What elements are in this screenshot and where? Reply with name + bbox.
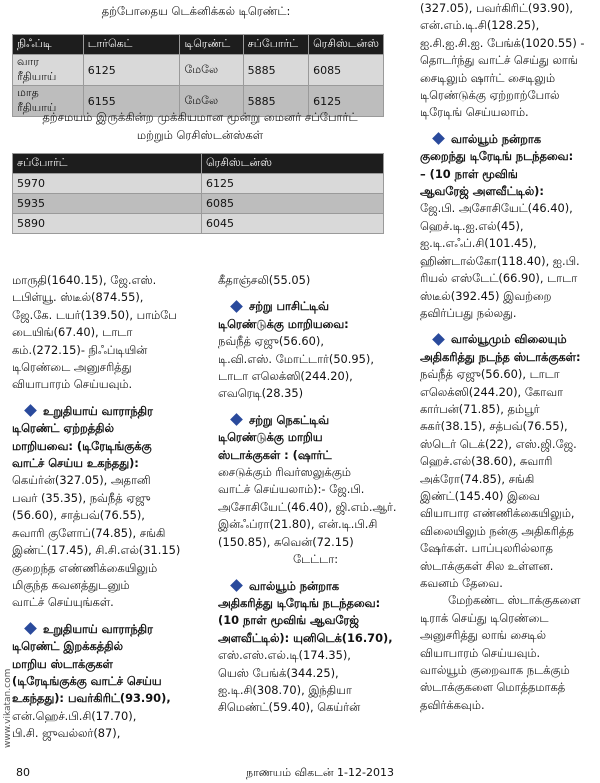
text-line: எலெக்ஸி(244.20), கோவா <box>420 384 563 399</box>
text-line: தொடர்ந்து வாட்ச் செய்து லாங் <box>420 53 578 68</box>
text-line: ஜே.பி. அசோசியேட்(46.40), <box>420 201 573 216</box>
text-line: அசோசியேட்(46.40), ஜி.எம்.ஆர். <box>218 499 397 514</box>
support-table-header: சப்போர்ட் <box>13 154 202 174</box>
table-cell: 6085 <box>202 194 384 214</box>
text-line: வாட்ச் செய்யுங்கள். <box>12 595 114 610</box>
text-line: டிரேடிங் செய்யலாம். <box>420 105 529 120</box>
text-line: டையிங்(67.40), டாடா <box>12 325 133 340</box>
text-line: ஐ.சி.ஐ.சி.ஐ. பேங்க்(1020.55) - <box>420 35 585 50</box>
table-cell: வார ரீதியாய் <box>13 55 84 86</box>
column-1 <box>12 272 207 743</box>
section-title: உறுதியாய் வாராந்திர டிரெண்ட் இறக்கத்தில் மாறிய ஸ்டாக்குகள் (டிரேடிங்குக்கு வாட்ச் செய்ய உகந்தது): பவர்கிரிட்(93.90), <box>12 621 171 706</box>
text-line: அக்ரோ(74.85), சங்கி <box>420 471 535 486</box>
text-line: கார்பன்(71.85), தம்பூர் <box>420 401 540 416</box>
table-cell: 5885 <box>243 55 308 86</box>
page-number: 80 <box>16 766 30 779</box>
text-line: எவரெடி(28.35) <box>218 386 304 401</box>
text-line: வாட்ச் செய்யலாம்):- ஜே.பி. <box>218 482 365 497</box>
text-line: ஹெச்.டி.ஐ.எல்(45), <box>420 218 524 233</box>
text-line: (56.60), சாத்பவ்(76.55), <box>12 508 145 523</box>
section-title: உறுதியாய் வாராந்திர டிரெண்ட் ஏற்றத்தில் மாறியவை: (டிரேடிங்குக்கு வாட்ச் செய்ய உகந்தது): <box>12 403 153 471</box>
text-line: டி.வி.எஸ். மோட்டார்(50.95), <box>218 351 374 366</box>
column-3 <box>420 0 598 714</box>
table-row <box>13 55 384 86</box>
table-cell: மேலே <box>180 86 243 117</box>
text-line: சைடிலும் ஷார்ட் சைடிலும் <box>420 70 556 85</box>
text-line: டிரெண்டுக்கு ஏற்றாற்போல் <box>420 88 560 103</box>
text-line: அனுசரித்து லாங் சைடில் <box>420 628 546 643</box>
column-2 <box>218 272 413 717</box>
trend-heading: தற்போதைய டெக்னிக்கல் டிரெண்ட்: <box>101 4 291 18</box>
text-line: ஷேர்கள். பாப்புலரில்லாத <box>420 541 553 556</box>
diamond-bullet-icon <box>432 132 445 145</box>
table-cell: 6085 <box>309 55 384 86</box>
text-line: நவ்நீத் ஏஜு(56.60), டாடா <box>420 367 560 382</box>
text-line: டிராக் செய்து டிரெண்டை <box>420 610 549 625</box>
text-line: ஸ்டாக்குகளை மொத்தமாகத் <box>420 680 566 695</box>
text-line: பி.சி. ஜுவல்லர்(87), <box>12 726 121 741</box>
table-row <box>13 174 384 194</box>
text-line: மாருதி(1640.15), ஜே.எஸ். <box>12 273 157 287</box>
table-row <box>13 214 384 234</box>
text-line: குறைந்த எண்ணிக்கையிலும் <box>12 560 158 575</box>
table-cell: மேலே <box>180 55 243 86</box>
table-cell: 6125 <box>83 55 180 86</box>
text-line: (150.85), சுவென்(72.15) <box>218 534 354 549</box>
table-cell: 5890 <box>13 214 202 234</box>
text-line: நவ்நீத் ஏஜு(56.60), <box>218 334 324 349</box>
watermark: www.vikatan.com <box>3 668 13 748</box>
trend-table-header: நிஃப்டி <box>13 35 84 55</box>
text-line: சுகர்(38.15), சத்பவ்(76.55), <box>420 419 568 434</box>
text-line: மேற்கண்ட ஸ்டாக்குகளை <box>448 593 581 608</box>
section-title: வால்யூம் நன்றாக அதிகரித்து டிரேடிங் நடந்தவை: (10 நாள் மூவிங் ஆவரேஜ் அளவீட்டில்): யுனிடெக்(16.70), <box>218 578 393 645</box>
table-cell: மாத ரீதியாய் <box>13 86 84 117</box>
text-line: கெய்ர்ன்(327.05), அதானி <box>12 473 151 488</box>
diamond-bullet-icon <box>230 300 243 313</box>
section-title: சற்று பாசிட்டிவ் டிரெண்டுக்கு மாறியவை: <box>218 299 349 331</box>
table-cell: 5935 <box>13 194 202 214</box>
text-line: டிரெண்டை அனுசரித்து <box>12 360 132 375</box>
trend-table <box>12 34 384 117</box>
table-row <box>13 194 384 214</box>
table-cell: 6155 <box>83 86 180 117</box>
text-line: (327.05), பவர்கிரிட்(93.90), <box>420 1 574 15</box>
text-line: கீதாஞ்சலி(55.05) <box>218 273 311 287</box>
support-heading-line1: தற்சமயம் இருக்கின்ற முக்கியமான மூன்று மைனர் சப்போர்ட் <box>42 110 358 124</box>
section-title: சற்று நெகட்டிவ் டிரெண்டுக்கு மாறிய ஸ்டாக்குகள் : (ஷார்ட் <box>218 412 332 462</box>
text-line: சிமெண்ட்(59.40), கெய்ர்ன் <box>218 700 361 715</box>
data-subheading: டேட்டா: <box>292 552 339 567</box>
text-line: தவிர்க்கவும். <box>420 697 485 712</box>
text-line: விலையிலும் நன்கு அதிகரித்த <box>420 523 574 538</box>
text-line: வியாபாரம் செய்யவும். <box>12 377 133 392</box>
diamond-bullet-icon <box>432 333 445 346</box>
support-table-header: ரெசிஸ்டன்ஸ் <box>202 154 384 174</box>
text-line: ஐ.டி.எஃப்.சி(101.45), <box>420 236 537 251</box>
text-line: கம்.(272.15)- நிஃப்டியின் <box>12 342 148 357</box>
support-heading-line2: மற்றும் ரெசிஸ்டன்ஸ்கள் <box>136 128 264 142</box>
section-title: வால்யூம் நன்றாக குறைந்து டிரேடிங் நடந்தவை: – (10 நாள் மூவிங் ஆவரேஜ் அளவீட்டில்): <box>420 131 574 199</box>
text-line: எஸ்.எஸ்.எல்.டி(174.35), <box>218 648 351 663</box>
section-title: வால்யூமும் விலையும் அதிகரித்து நடந்த ஸ்டாக்குகள்: <box>420 332 581 364</box>
text-line: தவிர்ப்பது நல்லது. <box>420 305 517 320</box>
text-line: டாடா எலெக்ஸி(244.20), <box>218 369 353 384</box>
text-line: வியாபாரம் செய்யவும். <box>420 645 541 660</box>
support-table <box>12 153 384 234</box>
text-line: என்.எம்.டி.சி(128.25), <box>420 18 540 33</box>
diamond-bullet-icon <box>24 404 37 417</box>
text-line: ஐ.டி.சி(308.70), இந்தியா <box>218 682 352 697</box>
text-line: என்.ஹெச்.பி.சி(17.70), <box>12 708 137 723</box>
text-line: இன்ஃப்ரா(21.80), என்.டி.பி.சி <box>218 517 378 532</box>
table-cell: 6125 <box>309 86 384 117</box>
text-line: வால்யூம் குறைவாக நடக்கும் <box>420 663 570 678</box>
text-line: ரியல் எஸ்டேட்(66.90), டாடா <box>420 271 578 286</box>
text-line: ஸ்டீல்(392.45) இவற்றை <box>420 288 552 303</box>
text-line: பவர் (35.35), நவ்நீத் ஏஜு <box>12 490 151 505</box>
trend-table-header: டிரெண்ட் <box>180 35 243 55</box>
table-cell: 6125 <box>202 174 384 194</box>
diamond-bullet-icon <box>230 413 243 426</box>
text-line: இண்ட்(145.40) இவை <box>420 488 540 503</box>
text-line: சுவாரி குளோப்(74.85), சங்கி <box>12 525 166 540</box>
text-line: ஹெச்.எல்(38.60), சுவாரி <box>420 454 553 469</box>
text-line: ஹிண்டால்கோ(118.40), ஐ.பி. <box>420 253 580 268</box>
text-line: யெஸ் பேங்க்(344.25), <box>218 665 339 680</box>
text-line: வியாபார எண்ணிக்கையிலும், <box>420 506 575 521</box>
trend-table-header: சப்போர்ட் <box>243 35 308 55</box>
diamond-bullet-icon <box>24 622 37 635</box>
magazine-name: நாணயம் விகடன் 1-12-2013 <box>246 766 394 779</box>
text-line: சைடுக்கும் ரிவர்ஸலுக்கும் <box>218 465 351 480</box>
text-line: ஸ்டெர் டெக்(22), எஸ்.ஜி.ஜே. <box>420 436 577 451</box>
text-line: இண்ட்(17.45), சி.சி.எல்(31.15) <box>12 543 181 558</box>
text-line: கவனம் தேவை. <box>420 576 503 590</box>
table-cell: 5970 <box>13 174 202 194</box>
text-line: ஜே.கே. டயர்(139.50), பாம்பே <box>12 307 177 322</box>
trend-table-header: டார்கெட் <box>83 35 180 55</box>
table-cell: 5885 <box>243 86 308 117</box>
text-line: மிகுந்த கவனத்துடனும் <box>12 577 130 592</box>
table-cell: 6045 <box>202 214 384 234</box>
text-line: ஸ்டாக்குகள் சில உள்ளன. <box>420 558 554 573</box>
diamond-bullet-icon <box>230 579 243 592</box>
text-line: டபிள்யூ. ஸ்டீல்(874.55), <box>12 290 144 305</box>
trend-table-header: ரெசிஸ்டன்ஸ் <box>309 35 384 55</box>
